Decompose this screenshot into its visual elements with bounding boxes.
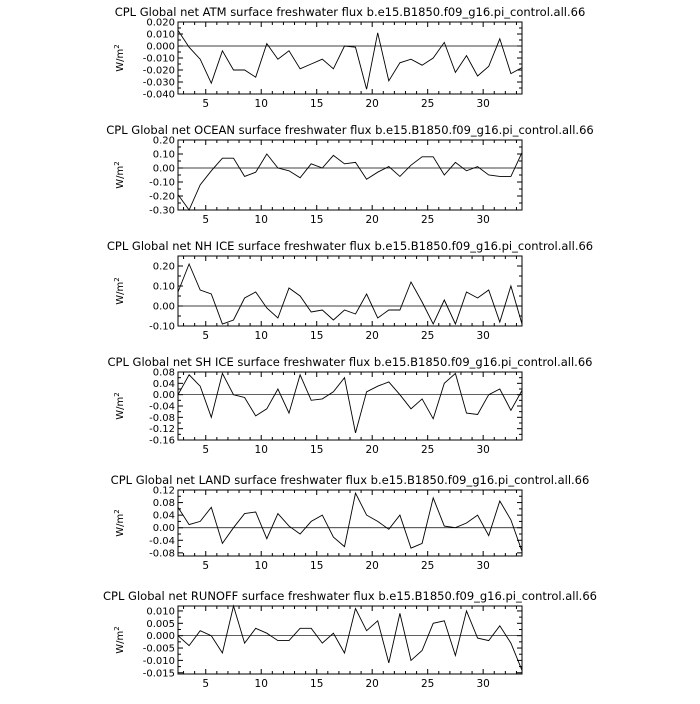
x-tick-label: 5 — [202, 330, 210, 342]
y-tick-label: 0.000 — [146, 41, 175, 53]
x-tick-label: 25 — [420, 560, 435, 572]
x-tick-label: 15 — [310, 444, 324, 456]
y-tick-label: -0.020 — [142, 65, 175, 77]
chart-panel-5 — [111, 473, 590, 572]
y-axis-label-unit: W/m — [115, 513, 126, 537]
x-tick-label: 10 — [254, 444, 268, 456]
series-line — [178, 373, 522, 433]
y-tick-label: -0.04 — [149, 535, 175, 547]
y-tick-label: -0.030 — [142, 77, 175, 89]
chart-panel-3 — [107, 239, 593, 342]
y-tick-label: 0.00 — [152, 301, 175, 313]
x-tick-label: 30 — [476, 560, 490, 572]
series-line — [178, 30, 522, 89]
y-axis-label-unit: W/m — [115, 281, 126, 305]
x-tick-label: 15 — [310, 330, 324, 342]
y-tick-label: 0.20 — [152, 261, 175, 273]
chart-panel-2 — [106, 123, 593, 226]
x-tick-label: 5 — [202, 560, 210, 572]
x-tick-label: 5 — [202, 98, 210, 110]
plot-frame — [178, 606, 522, 674]
y-tick-label: -0.005 — [142, 643, 175, 655]
y-tick-label: -0.10 — [149, 321, 175, 333]
x-tick-label: 5 — [202, 444, 210, 456]
y-tick-label: 0.005 — [146, 618, 175, 630]
x-tick-label: 20 — [365, 98, 379, 110]
y-tick-label: 0.12 — [152, 485, 175, 497]
plot-frame — [178, 22, 522, 94]
x-tick-label: 25 — [420, 330, 435, 342]
x-tick-label: 5 — [202, 214, 210, 226]
y-tick-label: 0.00 — [152, 163, 175, 175]
y-axis-label-superscript: 2 — [113, 277, 121, 282]
x-tick-label: 20 — [365, 560, 379, 572]
x-tick-label: 10 — [254, 330, 268, 342]
chart-title: CPL Global net SH ICE surface freshwater flux b.e15.B1850.f09_g16.pi_control.all.66 — [107, 355, 593, 369]
chart-title: CPL Global net ATM surface freshwater flux b.e15.B1850.f09_g16.pi_control.all.66 — [114, 5, 586, 19]
x-tick-label: 15 — [310, 560, 324, 572]
x-tick-label: 10 — [254, 678, 268, 690]
y-axis-label — [113, 44, 126, 71]
x-tick-label: 15 — [310, 214, 324, 226]
y-axis-label-unit: W/m — [115, 396, 126, 420]
x-tick-label: 10 — [254, 214, 268, 226]
y-tick-label: 0.04 — [152, 510, 175, 522]
y-tick-label: -0.010 — [142, 655, 175, 667]
y-tick-label: 0.20 — [152, 135, 175, 147]
x-tick-label: 30 — [476, 98, 490, 110]
y-tick-label: 0.000 — [146, 631, 175, 643]
y-tick-label: 0.08 — [152, 498, 175, 510]
y-tick-label: -0.12 — [149, 424, 175, 436]
y-tick-label: -0.30 — [149, 205, 175, 217]
y-axis-label-superscript: 2 — [113, 392, 121, 397]
y-tick-label: 0.00 — [152, 523, 175, 535]
y-tick-label: -0.015 — [142, 668, 175, 680]
x-tick-label: 30 — [476, 330, 490, 342]
chart-title: CPL Global net LAND surface freshwater flux b.e15.B1850.f09_g16.pi_control.all.66 — [110, 473, 590, 487]
y-axis-label-unit: W/m — [115, 630, 126, 654]
y-axis-label-superscript: 2 — [113, 161, 121, 166]
y-tick-label: 0.10 — [152, 149, 175, 161]
y-tick-label: 0.010 — [146, 606, 175, 618]
x-tick-label: 30 — [476, 444, 490, 456]
x-tick-label: 20 — [365, 214, 379, 226]
y-axis-label-superscript: 2 — [113, 509, 121, 514]
y-axis-label — [113, 277, 126, 304]
y-axis-label — [113, 392, 126, 419]
series-line — [178, 606, 522, 670]
y-tick-label: 0.00 — [152, 390, 175, 402]
y-axis-label — [113, 626, 126, 653]
y-tick-label: 0.020 — [146, 17, 175, 29]
y-tick-label: -0.010 — [142, 53, 175, 65]
x-tick-label: 10 — [254, 98, 268, 110]
series-line — [178, 493, 522, 551]
y-axis-label — [113, 161, 126, 188]
x-tick-label: 30 — [476, 214, 490, 226]
y-tick-label: -0.16 — [149, 435, 175, 447]
y-axis-label-superscript: 2 — [113, 626, 121, 631]
x-tick-label: 10 — [254, 560, 268, 572]
series-line — [178, 153, 522, 210]
y-tick-label: -0.08 — [149, 548, 175, 560]
y-axis-label-unit: W/m — [115, 165, 126, 189]
x-tick-label: 25 — [420, 444, 435, 456]
plot-frame — [178, 140, 522, 210]
x-tick-label: 30 — [476, 678, 490, 690]
x-tick-label: 25 — [420, 214, 435, 226]
y-tick-label: -0.04 — [149, 401, 175, 413]
x-tick-label: 20 — [365, 678, 379, 690]
y-tick-label: -0.10 — [149, 177, 175, 189]
chart-panel-1 — [113, 5, 585, 110]
y-tick-label: 0.04 — [152, 378, 175, 390]
y-tick-label: 0.08 — [152, 367, 175, 379]
x-tick-label: 20 — [365, 330, 379, 342]
chart-title: CPL Global net OCEAN surface freshwater flux b.e15.B1850.f09_g16.pi_control.all.66 — [106, 123, 594, 137]
x-tick-label: 20 — [365, 444, 379, 456]
x-tick-label: 5 — [202, 678, 210, 690]
chart-title: CPL Global net RUNOFF surface freshwater flux b.e15.B1850.f09_g16.pi_control.all.66 — [103, 589, 597, 603]
x-tick-label: 25 — [420, 98, 435, 110]
y-tick-label: -0.20 — [149, 191, 175, 203]
y-axis-label-unit: W/m — [115, 48, 126, 72]
plot-frame — [178, 490, 522, 556]
chart-panel-4 — [108, 355, 593, 456]
plot-frame — [178, 256, 522, 326]
series-line — [178, 264, 522, 324]
y-tick-label: 0.010 — [146, 29, 175, 41]
chart-panel-6 — [103, 589, 597, 690]
y-tick-label: 0.10 — [152, 281, 175, 293]
y-tick-label: -0.08 — [149, 412, 175, 424]
x-tick-label: 25 — [420, 678, 435, 690]
y-axis-label-superscript: 2 — [113, 44, 121, 49]
x-tick-label: 15 — [310, 678, 324, 690]
y-axis-label — [113, 509, 126, 536]
x-tick-label: 15 — [310, 98, 324, 110]
chart-title: CPL Global net NH ICE surface freshwater flux b.e15.B1850.f09_g16.pi_control.all.66 — [106, 239, 594, 253]
y-tick-label: -0.040 — [142, 89, 175, 101]
